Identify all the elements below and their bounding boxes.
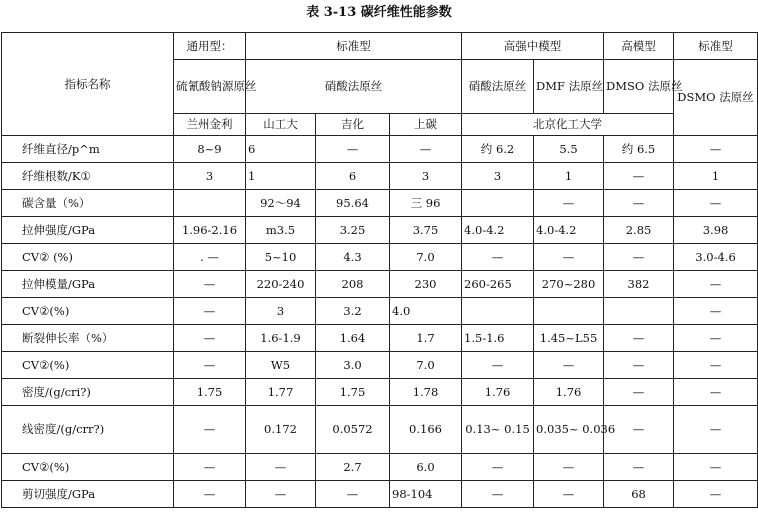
header-type-hs-mid: 高强中模型 xyxy=(462,33,604,60)
row-name: 纤维直径/p^m xyxy=(2,136,174,163)
cell: 3 xyxy=(390,163,462,190)
cell: 1.76 xyxy=(534,379,604,406)
row-name: 拉伸强度/GPa xyxy=(2,217,174,244)
row-name: CV②(%) xyxy=(2,454,174,481)
cell: 3 xyxy=(174,163,246,190)
row-name: 拉伸模量/GPa xyxy=(2,271,174,298)
cell: 208 xyxy=(316,271,390,298)
header-source-5: 北京化工大学 xyxy=(462,114,674,136)
cell: 3.75 xyxy=(390,217,462,244)
cell: 2.7 xyxy=(316,454,390,481)
cell: — xyxy=(174,271,246,298)
header-source-3: 吉化 xyxy=(316,114,390,136)
cell: — xyxy=(246,481,316,508)
cell: 5.5 xyxy=(534,136,604,163)
cell: 1.77 xyxy=(246,379,316,406)
cell: 1.45~L55 xyxy=(534,325,604,352)
cell: — xyxy=(246,454,316,481)
cell: 1 xyxy=(534,163,604,190)
cell: — xyxy=(604,352,674,379)
cell: — xyxy=(462,244,534,271)
cell: — xyxy=(462,454,534,481)
cell: 4.0-4.2 xyxy=(462,217,534,244)
header-source-1: 兰州金利 xyxy=(174,114,246,136)
cell: 3.25 xyxy=(316,217,390,244)
cell: 1 xyxy=(246,163,316,190)
header-indicator-name: 指标名称 xyxy=(2,33,174,136)
cell: 4.0-4.2 xyxy=(534,217,604,244)
cell: 3.98 xyxy=(674,217,758,244)
row-name: 断裂伸长率（%） xyxy=(2,325,174,352)
cell: — xyxy=(174,352,246,379)
cell: — xyxy=(534,190,604,217)
cell: 6 xyxy=(246,136,316,163)
cell: — xyxy=(674,136,758,163)
cell: 1.6-1.9 xyxy=(246,325,316,352)
header-type-high: 高模型 xyxy=(604,33,674,60)
cell: — xyxy=(534,352,604,379)
row-name: CV②(%) xyxy=(2,352,174,379)
row-name: 剪切强度/GPa xyxy=(2,481,174,508)
cell: 3 xyxy=(246,298,316,325)
table-row xyxy=(2,379,758,406)
cell: 1.75 xyxy=(174,379,246,406)
cell: — xyxy=(674,379,758,406)
row-name: 线密度/(g/crr?) xyxy=(2,406,174,454)
header-source-4: 上碳 xyxy=(390,114,462,136)
cell: . — xyxy=(174,244,246,271)
cell: 1.76 xyxy=(462,379,534,406)
cell xyxy=(462,190,534,217)
cell: 4.0 xyxy=(390,298,462,325)
cell: — xyxy=(604,244,674,271)
cell: — xyxy=(674,406,758,454)
cell: — xyxy=(674,325,758,352)
table-row xyxy=(2,352,758,379)
cell: 三 96 xyxy=(390,190,462,217)
header-precursor-2: 硝酸法原丝 xyxy=(246,60,462,114)
row-name: 密度/(g/cri?) xyxy=(2,379,174,406)
cell: — xyxy=(462,481,534,508)
cell xyxy=(604,298,674,325)
cell: 260-265 xyxy=(462,271,534,298)
cell: — xyxy=(174,325,246,352)
header-type-standard: 标准型 xyxy=(246,33,462,60)
cell: — xyxy=(174,481,246,508)
table-row xyxy=(2,190,758,217)
cell: — xyxy=(604,454,674,481)
header-precursor-1: 硫氰酸钠源原丝 xyxy=(174,60,246,114)
cell: 95.64 xyxy=(316,190,390,217)
cell: — xyxy=(174,298,246,325)
cell: 6 xyxy=(316,163,390,190)
cell: m3.5 xyxy=(246,217,316,244)
table-row xyxy=(2,217,758,244)
row-name: 碳含量（%） xyxy=(2,190,174,217)
cell: 约 6.5 xyxy=(604,136,674,163)
cell xyxy=(462,298,534,325)
header-source-2: 山工大 xyxy=(246,114,316,136)
cell: 220-240 xyxy=(246,271,316,298)
table-row xyxy=(2,244,758,271)
cell: 270~280 xyxy=(534,271,604,298)
cell: — xyxy=(604,325,674,352)
cell: 6.0 xyxy=(390,454,462,481)
cell: 0.13~ 0.15 xyxy=(462,406,534,454)
cell: — xyxy=(604,379,674,406)
cell: W5 xyxy=(246,352,316,379)
cell: 1.64 xyxy=(316,325,390,352)
cell: — xyxy=(534,244,604,271)
cell: 1 xyxy=(674,163,758,190)
cell: — xyxy=(316,481,390,508)
cell: — xyxy=(674,190,758,217)
cell xyxy=(174,190,246,217)
table-row xyxy=(2,481,758,508)
cell: — xyxy=(462,352,534,379)
table-row xyxy=(2,406,758,454)
cell: 230 xyxy=(390,271,462,298)
cell: — xyxy=(674,352,758,379)
cell: 7.0 xyxy=(390,352,462,379)
cell: 约 6.2 xyxy=(462,136,534,163)
row-name: 纤维根数/K① xyxy=(2,163,174,190)
cell: — xyxy=(174,454,246,481)
cell: — xyxy=(390,136,462,163)
cell: — xyxy=(534,454,604,481)
cell: — xyxy=(674,481,758,508)
cell: — xyxy=(604,163,674,190)
cell: 382 xyxy=(604,271,674,298)
table-row xyxy=(2,325,758,352)
cell: — xyxy=(604,190,674,217)
header-type-general: 通用型： xyxy=(174,33,246,60)
row-name: CV② (%) xyxy=(2,244,174,271)
cell: 5~10 xyxy=(246,244,316,271)
cell xyxy=(534,298,604,325)
header-precursor-6: DSMO 法原丝 xyxy=(674,60,758,136)
cell: 0.172 xyxy=(246,406,316,454)
cell: 98-104 xyxy=(390,481,462,508)
cell: 68 xyxy=(604,481,674,508)
cell: 3.0 xyxy=(316,352,390,379)
header-precursor-3: 硝酸法原丝 xyxy=(462,60,534,114)
cell: 0.035~ 0.036 xyxy=(534,406,604,454)
cell: 1.78 xyxy=(390,379,462,406)
row-name: CV②(%) xyxy=(2,298,174,325)
cell: 3.0-4.6 xyxy=(674,244,758,271)
table-row xyxy=(2,136,758,163)
cell: 3 xyxy=(462,163,534,190)
header-precursor-5: DMSO 法原丝 xyxy=(604,60,674,114)
header-type-standard2: 标准型 xyxy=(674,33,758,60)
cell: 7.0 xyxy=(390,244,462,271)
cell: 92～94 xyxy=(246,190,316,217)
cell: 2.85 xyxy=(604,217,674,244)
carbon-fiber-parameter-table xyxy=(1,32,758,508)
cell: 3.2 xyxy=(316,298,390,325)
cell: — xyxy=(534,481,604,508)
table-title: 表 3-13 碳纤维性能参数 xyxy=(306,5,452,20)
cell: — xyxy=(674,454,758,481)
table-row xyxy=(2,271,758,298)
table-row xyxy=(2,163,758,190)
cell: 1.96-2.16 xyxy=(174,217,246,244)
table-row xyxy=(2,454,758,481)
cell: — xyxy=(674,271,758,298)
cell: — xyxy=(604,406,674,454)
cell: 4.3 xyxy=(316,244,390,271)
cell: 1.5-1.6 xyxy=(462,325,534,352)
cell: — xyxy=(674,298,758,325)
header-precursor-4: DMF 法原丝 xyxy=(534,60,604,114)
table-row xyxy=(2,298,758,325)
cell: 8~9 xyxy=(174,136,246,163)
cell: 0.166 xyxy=(390,406,462,454)
cell: 0.0572 xyxy=(316,406,390,454)
cell: — xyxy=(316,136,390,163)
cell: — xyxy=(174,406,246,454)
cell: 1.7 xyxy=(390,325,462,352)
cell: 1.75 xyxy=(316,379,390,406)
